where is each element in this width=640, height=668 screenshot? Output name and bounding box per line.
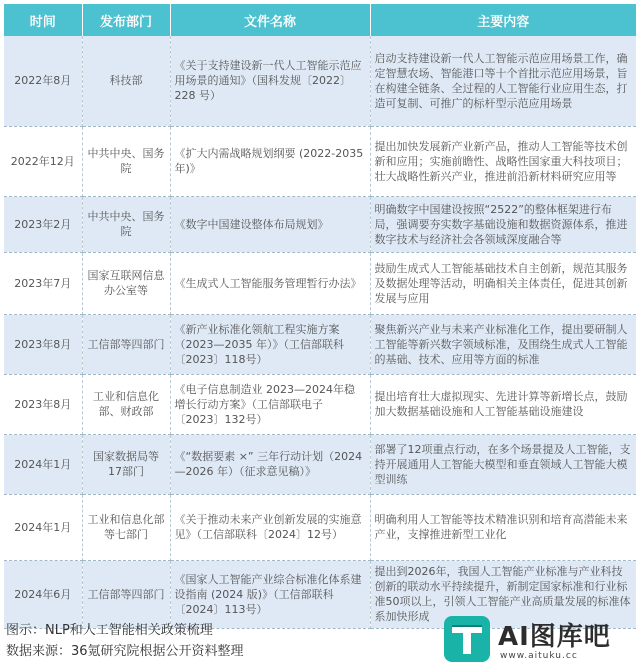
cell-file: 《数字中国建设整体布局规划》 <box>170 196 370 252</box>
cell-time: 2024年1月 <box>4 494 82 560</box>
cell-time: 2023年8月 <box>4 314 82 374</box>
cell-file: 《新产业标准化领航工程实施方案（2023—2035 年）》（工信部联科〔2023〕118号） <box>170 314 370 374</box>
header-file: 文件名称 <box>170 4 370 36</box>
cell-dept: 工信部等四部门 <box>82 314 170 374</box>
cell-content: 聚焦新兴产业与未来产业标准化工作，提出要研制人工智能等新兴数字领域标准，及围绕生成式人工智能的基础、技术、应用等方面的标准 <box>370 314 636 374</box>
cell-content: 提出培育壮大虚拟现实、先进计算等新增长点，鼓励加大数据基础设施和人工智能基础设施建设 <box>370 374 636 434</box>
figure-footer <box>6 620 244 662</box>
table-header-row <box>4 4 636 36</box>
cell-file: 《“数据要素 ×” 三年行动计划（2024—2026 年）（征求意见稿）》 <box>170 434 370 494</box>
cell-file: 《生成式人工智能服务管理暂行办法》 <box>170 252 370 314</box>
cell-time: 2023年7月 <box>4 252 82 314</box>
cell-dept: 国家数据局等17部门 <box>82 434 170 494</box>
cell-dept: 中共中央、国务院 <box>82 196 170 252</box>
table-row <box>4 126 636 196</box>
figure-caption: 图示：NLP和人工智能相关政策梳理 <box>6 623 213 638</box>
logo-text: AI图库吧 <box>498 622 611 652</box>
cell-content: 鼓励生成式人工智能基础技术自主创新，规范其服务及数据处理等活动，明确相关主体责任，促进其创新发展与应用 <box>370 252 636 314</box>
cell-file: 《电子信息制造业 2023—2024年稳增长行动方案》（工信部联电子〔2023〕132号） <box>170 374 370 434</box>
cell-file: 《扩大内需战略规划纲要 (2022-2035 年)》 <box>170 126 370 196</box>
cell-dept: 工业和信息化部、财政部 <box>82 374 170 434</box>
cell-time: 2023年2月 <box>4 196 82 252</box>
table-row <box>4 494 636 560</box>
policy-table <box>4 4 636 629</box>
table-row <box>4 196 636 252</box>
cell-content: 提出到2026年，我国人工智能产业标准与产业科技创新的联动水平持续提升，新制定国家标准和行业标准50项以上，引领人工智能产业高质量发展的标准体系加快形成 <box>370 560 636 628</box>
cell-time: 2024年1月 <box>4 434 82 494</box>
cell-file: 《关于支持建设新一代人工智能示范应用场景的通知》（国科发规〔2022〕228 号） <box>170 36 370 126</box>
table-row <box>4 314 636 374</box>
header-dept: 发布部门 <box>82 4 170 36</box>
cell-content: 明确数字中国建设按照“2522”的整体框架进行布局，强调要夯实数字基础设施和数据资源体系，推进数字技术与经济社会各领域深度融合等 <box>370 196 636 252</box>
cell-time: 2022年12月 <box>4 126 82 196</box>
cell-dept: 中共中央、国务院 <box>82 126 170 196</box>
table-row <box>4 434 636 494</box>
data-source: 数据来源：36氪研究院根据公开资料整理 <box>6 644 244 659</box>
cell-content: 明确利用人工智能等技术精准识别和培育高潜能未来产业，支撑推进新型工业化 <box>370 494 636 560</box>
header-content: 主要内容 <box>370 4 636 36</box>
logo-t-icon <box>442 614 492 664</box>
logo-url: www.aituku.cc <box>500 651 578 661</box>
cell-time: 2023年8月 <box>4 374 82 434</box>
cell-time: 2024年6月 <box>4 560 82 628</box>
cell-time: 2022年8月 <box>4 36 82 126</box>
table-row <box>4 374 636 434</box>
table-row <box>4 252 636 314</box>
cell-dept: 科技部 <box>82 36 170 126</box>
table-row <box>4 36 636 126</box>
cell-file: 《关于推动未来产业创新发展的实施意见》（工信部联科〔2024〕12号） <box>170 494 370 560</box>
header-time: 时间 <box>4 4 82 36</box>
cell-content: 提出加快发展新产业新产品，推动人工智能等技术创新和应用；实施前瞻性、战略性国家重大科技项目；壮大战略性新兴产业，推进前沿新材料研究应用等 <box>370 126 636 196</box>
cell-content: 部署了12项重点行动，在多个场景提及人工智能，支持开展通用人工智能大模型和垂直领域人工智能大模型训练 <box>370 434 636 494</box>
cell-content: 启动支持建设新一代人工智能示范应用场景工作，确定智慧农场、智能港口等十个首批示范应用场景，旨在构建全链条、全过程的人工智能行业应用生态，打造可复制、可推广的标杆型示范应用场景 <box>370 36 636 126</box>
site-logo <box>442 614 638 666</box>
cell-file: 《国家人工智能产业综合标准化体系建设指南 (2024 版)》（工信部联科〔2024〕113号） <box>170 560 370 628</box>
cell-dept: 工信部等四部门 <box>82 560 170 628</box>
cell-dept: 国家互联网信息办公室等 <box>82 252 170 314</box>
cell-dept: 工业和信息化部等七部门 <box>82 494 170 560</box>
